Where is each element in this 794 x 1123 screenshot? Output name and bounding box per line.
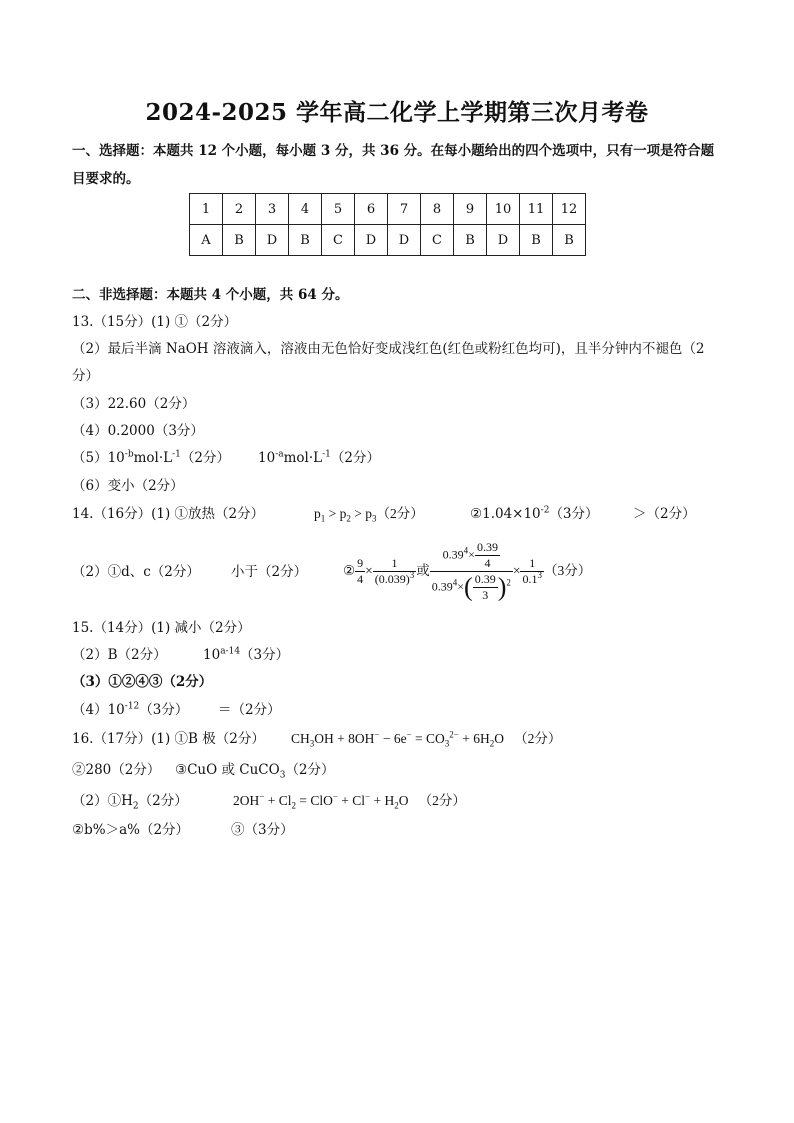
question-number-cell: 6 — [355, 194, 388, 225]
answer-cell: D — [256, 225, 289, 256]
frac-1-0039-den-base: (0.039) — [374, 572, 410, 587]
q14-line1d: ＞（2分） — [633, 506, 696, 522]
question-number-cell: 5 — [322, 194, 355, 225]
q15-line2a: （2）B（2分） — [72, 647, 167, 663]
q16-3a-text: （2）①H — [72, 793, 133, 809]
frac-1-0039 — [373, 556, 417, 587]
answer-cell: B — [553, 225, 586, 256]
q13-line6: （6）变小（2分） — [72, 478, 184, 494]
frac-big-num: $0.39^4\times$ $\frac{0.39}{4}$ — [430, 540, 513, 572]
frac-9-4 — [355, 556, 365, 587]
q16-2b-text: ③CuO 或 CuCO — [175, 762, 280, 778]
question-number-row — [190, 194, 586, 225]
q15-line2b — [203, 646, 289, 664]
frac-big-den: $0.39^4\times$( $\frac{0.39}{3}$ )$^2$ — [431, 572, 511, 603]
frac-1-0039-den: $(0.039)^3$ — [374, 570, 415, 587]
answer-cell: D — [388, 225, 421, 256]
frac-9-4-num: 9 — [357, 556, 364, 571]
q16-line2b: ③CuO 或 CuCO$_3$（2分） — [175, 762, 335, 781]
q13-5-val1: （5）10 — [72, 450, 125, 466]
answer-table — [189, 193, 586, 256]
q14-expr-score: （3分） — [543, 563, 592, 578]
q15-4-score: （3分） — [139, 702, 189, 718]
q13-line1: 13.（15分）(1) ①（2分） — [72, 314, 238, 330]
question-number-cell: 10 — [487, 194, 520, 225]
q14-k-number: ②1.04×10 — [470, 506, 541, 522]
q15-4-base: （4）10 — [72, 702, 125, 718]
section1-instructions-line2: 目要求的。 — [72, 171, 140, 187]
frac-big-num-inner — [475, 540, 500, 571]
question-number-cell: 4 — [289, 194, 322, 225]
q14-line2a: （2）①d、c（2分） — [72, 564, 200, 580]
answer-cell: C — [421, 225, 454, 256]
q13-5-score2: （2分） — [330, 450, 380, 466]
q13-line3: （3）22.60（2分） — [72, 396, 196, 412]
q13-line5 — [72, 449, 230, 467]
q14-expression: ② $\frac{9}{4}$ × $\frac{1}{(0.039)^3}$ 或 $0.39^4\times$ $\frac{0.39}{4}$ $0.39^4\times$( $\frac{0.39}{3}$ )$^2$ × $\frac{1}{0.1^3}$ （3分） — [343, 540, 592, 603]
answer-cell: D — [487, 225, 520, 256]
q13-line5b — [258, 449, 380, 467]
q13-5-exp1: -b — [124, 449, 134, 460]
answer-cell: B — [223, 225, 256, 256]
frac-1-01-den-base: 0.1 — [522, 572, 538, 587]
q16-line2a: ②280（2分） — [72, 762, 161, 778]
q13-5-unit1: mol·L — [133, 450, 173, 466]
q14-k-score: （3分） — [549, 506, 599, 522]
q14-k-value — [470, 505, 599, 523]
q15-2-score: （3分） — [240, 647, 290, 663]
question-number-cell: 9 — [454, 194, 487, 225]
question-number-cell: 1 — [190, 194, 223, 225]
answer-cell: A — [190, 225, 223, 256]
frac-1-01-den: $0.1^3$ — [522, 570, 542, 587]
q14-k-exp: -2 — [540, 505, 550, 516]
frac-big-num-inner-den: 4 — [484, 556, 491, 571]
frac-1-0039-num: 1 — [373, 556, 417, 572]
q14-line1a: 14.（16分）(1) ①放热（2分） — [72, 506, 265, 522]
q16-3a-score: （2分） — [138, 793, 188, 809]
q13-5-exp2: -a — [275, 449, 284, 460]
page-title: 2024-2025 学年高二化学上学期第三次月考卷 — [145, 99, 649, 126]
answer-cell: B — [454, 225, 487, 256]
q15-4-exp: -12 — [124, 701, 140, 712]
frac-big-num-inner-num: 0.39 — [476, 540, 498, 555]
question-number-cell: 3 — [256, 194, 289, 225]
frac-big-den-inner-num: 0.39 — [474, 572, 496, 587]
q13-5-unit2-exp: -1 — [322, 449, 331, 460]
q14-line2b: 小于（2分） — [231, 564, 308, 580]
q13-line2b: 分） — [72, 368, 99, 384]
answer-cell: D — [355, 225, 388, 256]
frac-big — [430, 540, 513, 603]
q14-expr-lead: ② — [343, 563, 356, 578]
q16-line3a: $(2)①H_2(2$分） — [72, 793, 188, 812]
frac-9-4-den: 4 — [357, 572, 364, 587]
q16-electrode-equation: $CH_3OH + 8OH^- - 6e^- = CO_3^{2-} + 6H_2O$ （2分） — [291, 729, 562, 749]
q13-5-val2: 10 — [258, 450, 276, 466]
frac-big-den-left: 0.39 — [431, 579, 453, 594]
q16-eq1-score: （2分） — [514, 731, 562, 746]
q13-line2a: （2）最后半滴 NaOH 溶液滴入，溶液由无色恰好变成浅红色(红色或粉红色均可)，且半分钟内不褪色（2 — [72, 341, 705, 357]
frac-big-den-inner — [473, 572, 498, 603]
frac-1-01-num: 1 — [520, 556, 544, 572]
answer-row — [190, 225, 586, 256]
q15-2-exp: a-14 — [220, 646, 241, 657]
question-number-cell: 8 — [421, 194, 454, 225]
q13-5-unit2: mol·L — [283, 450, 323, 466]
frac-big-num-left: 0.39 — [442, 547, 464, 562]
q15-line4b: ＝（2分） — [218, 702, 281, 718]
answer-cell: B — [520, 225, 553, 256]
q16-line4b: ③（3分） — [231, 822, 294, 838]
q13-5-score1: （2分） — [180, 450, 230, 466]
q16-line1a: 16.（17分）(1) ①B 极（2分） — [72, 731, 265, 747]
q13-line4: （4）0.2000（3分） — [72, 423, 204, 439]
q15-line1: 15.（14分）(1) 减小（2分） — [72, 620, 251, 636]
answer-cell: B — [289, 225, 322, 256]
q13-5-unit1-exp: -1 — [172, 449, 181, 460]
question-number-cell: 12 — [553, 194, 586, 225]
section2-heading: 二、非选择题：本题共 4 个小题，共 64 分。 — [72, 287, 349, 303]
section1-instructions-line1: 一、选择题：本题共 12 个小题，每小题 3 分，共 36 分。在每小题给出的四个选项中，只有一项是符合题 — [72, 143, 715, 159]
q16-chlorine-equation: $2OH^- + Cl_2 = ClO^- + Cl^- + H_2O$ （2分） — [233, 791, 466, 811]
frac-1-01 — [520, 556, 544, 587]
q16-eq2-score: （2分） — [418, 793, 466, 808]
answer-cell: C — [322, 225, 355, 256]
q15-2-base: 10 — [203, 647, 221, 663]
question-number-cell: 2 — [223, 194, 256, 225]
question-number-cell: 11 — [520, 194, 553, 225]
q15-line3: （3）①②④③（2分） — [72, 674, 213, 690]
q15-line4a — [72, 701, 188, 719]
frac-big-den-inner-den: 3 — [482, 588, 489, 603]
q14-pressure-order: $p_1 > p_2 > p_3(2$分） — [314, 506, 424, 524]
q16-2b-score: （2分） — [285, 762, 335, 778]
question-number-cell: 7 — [388, 194, 421, 225]
q16-line4a: ②b%＞a%（2分） — [72, 822, 190, 838]
q14-p-score: （2分） — [376, 506, 424, 521]
q14-or-text: 或 — [416, 563, 430, 578]
q14-p1: p — [314, 506, 321, 521]
